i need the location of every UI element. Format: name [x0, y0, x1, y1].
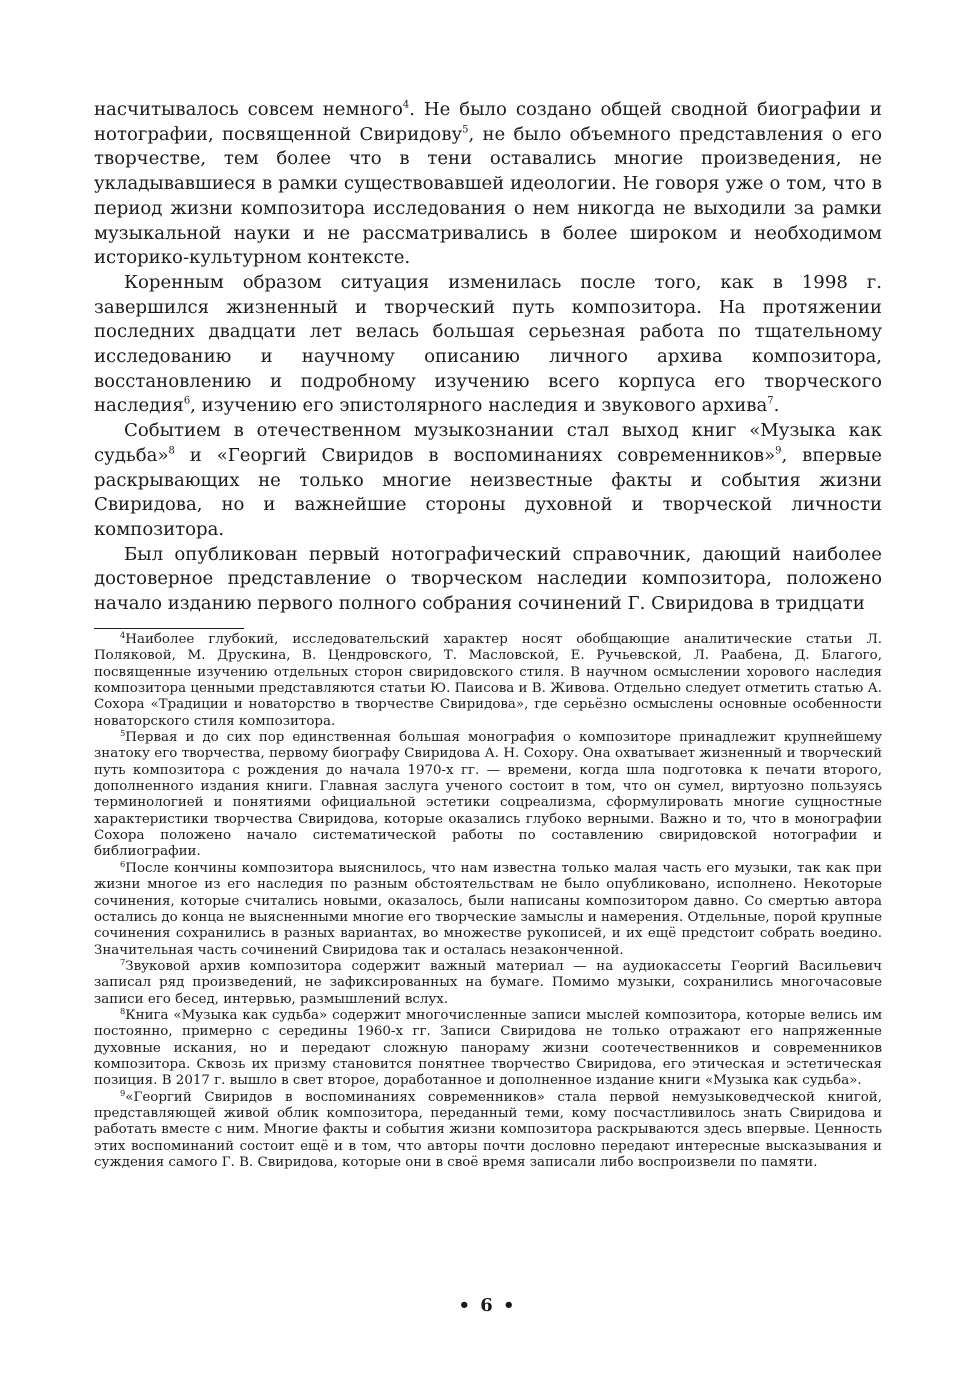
footnote-text: Звуковой архив композитора содержит важный материал — на аудиокассеты Георгий Васильевич записал ряд произведений, не зафиксированных на бумаге. Помимо музыки, сохранились многочасовые записи его бесед, интервью, размышлений вслух.: [94, 958, 882, 1007]
footnote-text: Наиболее глубокий, исследовательский характер носят обобщающие аналитические статьи Л. Поляковой, М. Друскина, В. Цендровского, Т. Масловской, Е. Ручьевской, Л. Раабена, Д. Благого, посвященные изучению отдельных сторон свиридовского стиля. В научном осмыслении хорового наследия композитора ценными представляются статьи Ю. Паисова и В. Живова. Отдельно следует отметить статью А. Сохора «Традиции и новаторство в творчестве Свиридова», где серьёзно осмыслены основные особенности новаторского стиля композитора.: [94, 632, 882, 729]
footnote-ref-4[interactable]: 4: [402, 99, 410, 111]
footnote-5: [94, 730, 882, 861]
body-text: и «Георгий Свиридов в воспоминаниях современников»: [174, 444, 776, 466]
footnote-4: [94, 632, 882, 730]
body-text: Событием в отечественном музыкознании стал выход книг «Музыка как судьба»: [94, 420, 882, 466]
page-number: • 6 •: [458, 1295, 517, 1316]
footnote-number: 7: [120, 956, 126, 967]
footnote-number: 4: [120, 630, 126, 641]
footnote-text: После кончины композитора выяснилось, что нам известна только малая часть его музыки, так как при жизни многое из его наследия по разным обстоятельствам не было опубликовано, исполнено. Некоторые сочинения, которые считались новыми, оказалось, были написаны композитором давно. Со смертью автора остались до конца не выясненными многие его творческие замыслы и намерения. Отдельные, порой крупные сочинения сохранились в разных вариантах, во множестве рукописей, и их ещё предстоит собрать воедино. Значительная часть сочинений Свиридова так и осталась незаконченной.: [94, 860, 882, 958]
footnote-ref-6[interactable]: 6: [183, 395, 191, 407]
footnote-ref-9[interactable]: 9: [775, 445, 782, 457]
footnotes: [94, 632, 882, 1171]
footnote-ref-5[interactable]: 5: [462, 124, 469, 136]
footnote-ref-8[interactable]: 8: [168, 445, 175, 457]
body-paragraph-4: [94, 543, 882, 617]
footnote-text: «Георгий Свиридов в воспоминаниях современников» стала первой немузыковедческой книгой, представляющей живой облик композитора, переданный теми, кому посчастливилось знать Свиридова и работать вместе с ним. Многие факты и события жизни композитора раскрываются здесь впервые. Ценность этих воспоминаний состоит ещё и в том, что авторы почти дословно передают интересные высказывания и суждения самого Г. В. Свиридова, которые они в своё время записали либо воспроизвели по памяти.: [94, 1089, 882, 1170]
footnote-8: [94, 1005, 882, 1090]
body-paragraph-2: [94, 271, 882, 419]
body-text: Коренным образом ситуация изменилась после того, как в 1998 г. завершился жизненный и творческий путь композитора. На протяжении последних двадцати лет велась большая серьезная работа по тщательному исследованию и научному описанию личного архива композитора, восстановлению и подробному изучению всего корпуса его творческого наследия: [94, 271, 882, 417]
footnote-text: Книга «Музыка как судьба» содержит многочисленные записи мыслей композитора, которые велись им постоянно, примерно с середины 1960-х гг. Записи Свиридова не только отражают его напряженные духовные искания, но и передают сложную панораму жизни соотечественников и современников композитора. Сквозь их призму становится понятнее творчество Свиридова, его этическая и эстетическая позиция. В 2017 г. вышло в свет второе, доработанное и дополненное издание книги «Музыка как судьба».: [94, 1007, 882, 1089]
footnote-7: [94, 956, 882, 1008]
footnote-number: 6: [120, 858, 126, 869]
body-text: , впервые раскрывающих не только многие неизвестные факты и события жизни Свиридова, но и важнейшие стороны духовной и творческой личности композитора.: [94, 444, 882, 540]
body-text: Был опубликован первый нотографический справочник, дающий наиболее достоверное представление о творческом наследии композитора, положено начало изданию первого полного собрания сочинений Г. Свиридова в тридцати: [94, 543, 882, 615]
footnote-6: [94, 858, 882, 959]
body-paragraph-1: [94, 98, 882, 271]
footnote-number: 8: [120, 1005, 126, 1016]
main-text: [94, 98, 882, 617]
body-text: . Не было создано общей сводной биографии и нотографии, посвященной Свиридову: [94, 99, 882, 145]
footnote-number: 5: [120, 728, 126, 739]
footnote-separator: [94, 628, 244, 629]
footnote-text: Первая и до сих пор единственная большая монография о композиторе принадлежит крупнейшему знатоку его творчества, первому биографу Свиридова А. Н. Сохору. Она охватывает жизненный и творческий путь композитора с рождения до начала 1970-х гг. — времени, когда шла подготовка к печати второго, дополненного издания книги. Главная заслуга ученого состоит в том, что он сумел, виртуозно пользуясь терминологией и понятиями официальной эстетики соцреализма, сформулировать многие сущностные характеристики творчества Свиридова, которые оказались глубоко верными. Важно и то, что в монографии Сохора положено начало систематической работы по составлению свиридовской нотографии и библиографии.: [94, 730, 882, 860]
footnote-ref-7[interactable]: 7: [767, 395, 774, 407]
body-paragraph-3: [94, 419, 882, 543]
footnote-9: [94, 1087, 882, 1172]
body-text: .: [773, 395, 780, 417]
body-text: , не было объемного представления о его творчестве, тем более что в тени оставались многие произведения, не укладывавшиеся в рамки существовавшей идеологии. Не говоря уже о том, что в период жизни композитора исследования о нем никогда не выходили за рамки музыкальной науки и не рассматривались в более широком и необходимом историко-культурном контексте.: [94, 123, 882, 269]
footnote-number: 9: [120, 1087, 126, 1098]
body-text: , изучению его эпистолярного наследия и звукового архива: [190, 395, 768, 417]
body-text: насчитывалось совсем немного: [94, 99, 403, 120]
